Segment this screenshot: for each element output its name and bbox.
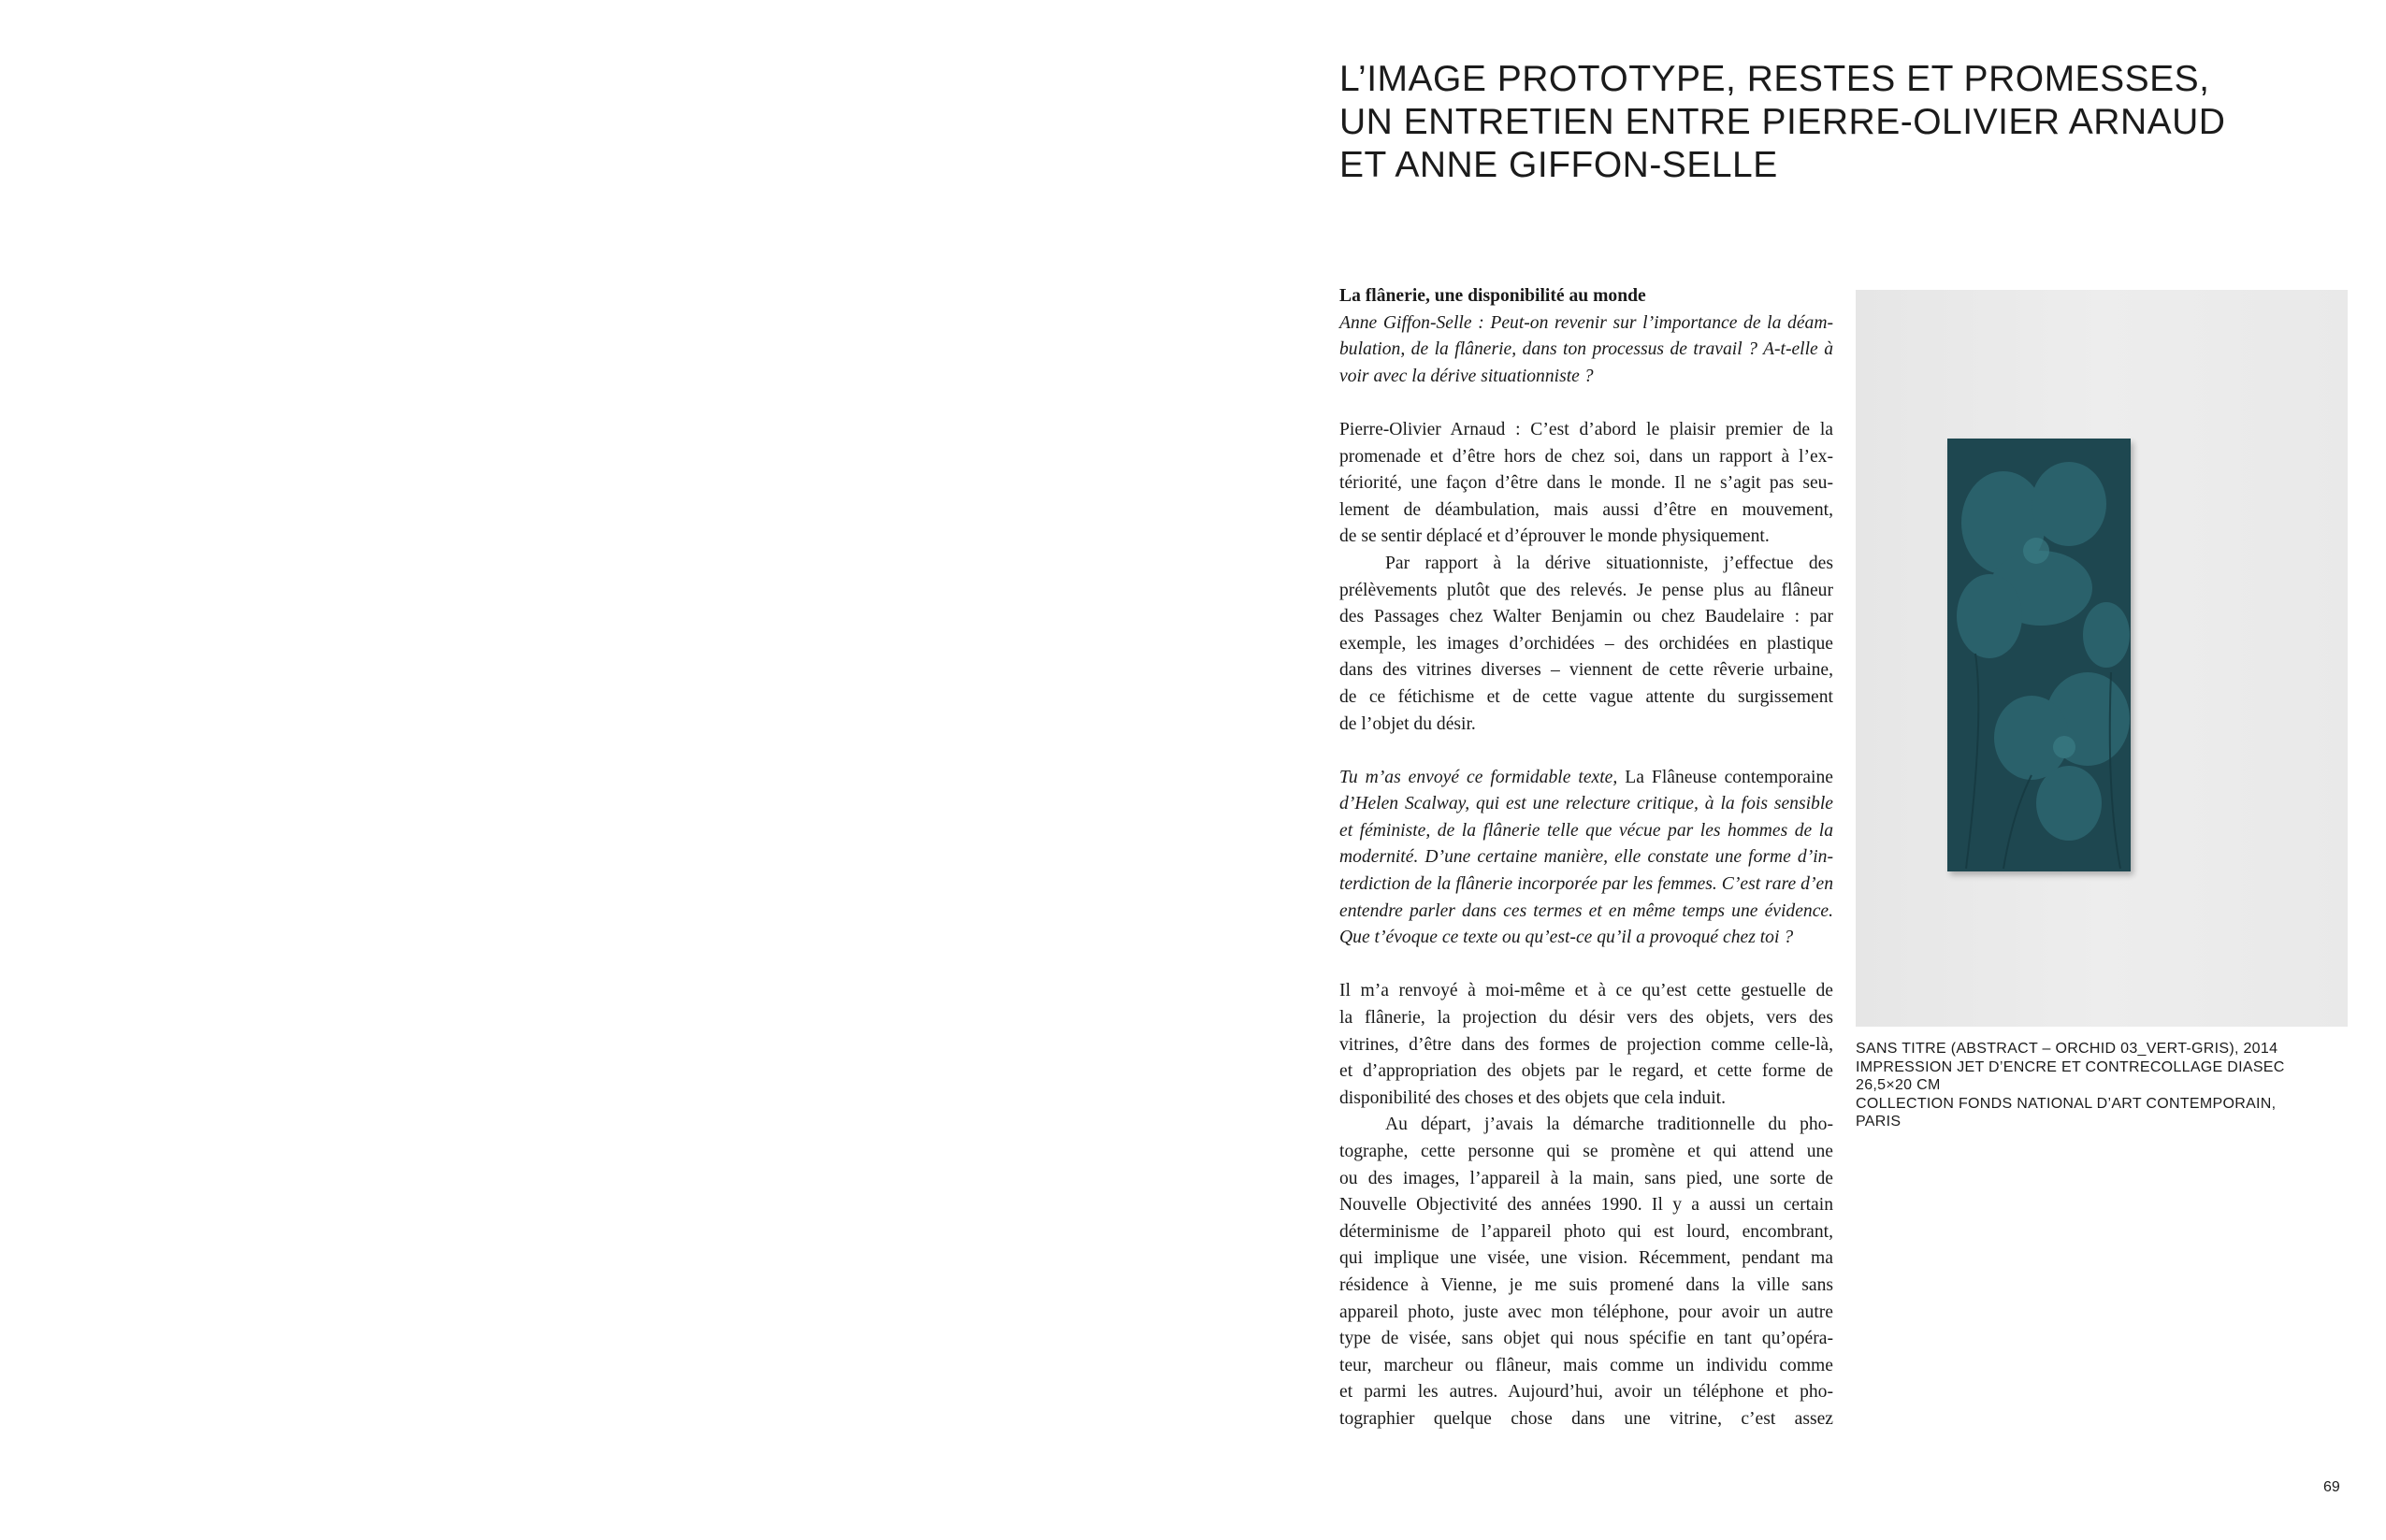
article-body bbox=[1339, 283, 1833, 1433]
text-line: tographe, cette personne qui se promène et qui attend une bbox=[1339, 1142, 1833, 1161]
orchid-artwork-image bbox=[1947, 439, 2131, 871]
text-line: d’Helen Scalway, qui est une relecture critique, à la fois sensible bbox=[1339, 794, 1833, 814]
text-line: Que t’évoque ce texte ou qu’est-ce qu’il a provoqué chez toi ? bbox=[1339, 928, 1794, 948]
text-line: exemple, les images d’orchidées – des orchidées en plastique bbox=[1339, 633, 1833, 654]
book-title: La Flâneuse contemporaine bbox=[1625, 767, 1833, 787]
text-line: et d’appropriation des objets par le regard, et cette forme de bbox=[1339, 1061, 1833, 1082]
text-line: résidence à Vienne, je me suis promené dans la ville sans bbox=[1339, 1274, 1833, 1295]
text-line: La flânerie, une disponibilité au monde bbox=[1339, 286, 1646, 306]
text-line: Pierre-Olivier Arnaud : C’est d’abord le plaisir premier de la bbox=[1339, 419, 1833, 439]
text-line: terdiction de la flânerie incorporée par les femmes. C’est rare d’en bbox=[1339, 874, 1833, 895]
text-line: Il m’a renvoyé à moi-même et à ce qu’est cette gestuelle de bbox=[1339, 981, 1833, 1001]
paragraph bbox=[1339, 417, 1833, 551]
text-line: Au départ, j’avais la démarche traditionnelle du pho- bbox=[1385, 1115, 1833, 1135]
text-line: disponibilité des choses et des objets que cela induit. bbox=[1339, 1087, 1727, 1108]
paragraph bbox=[1339, 1112, 1833, 1432]
text-line: des Passages chez Walter Benjamin ou chez Baudelaire : par bbox=[1339, 607, 1833, 627]
text-line: promenade et d’être hors de chez soi, dans un rapport à l’ex- bbox=[1339, 446, 1833, 467]
page-number: 69 bbox=[2323, 1479, 2340, 1495]
paragraph bbox=[1339, 765, 1833, 952]
text-line: la flânerie, la projection du désir vers des objets, vers des bbox=[1339, 1008, 1833, 1029]
caption-line: COLLECTION FONDS NATIONAL D’ART CONTEMPORAIN, bbox=[1856, 1095, 2277, 1112]
caption-line: PARIS bbox=[1856, 1114, 1902, 1130]
text-line: lement de déambulation, mais aussi d’être en mouvement, bbox=[1339, 499, 1833, 520]
text-line: et parmi les autres. Aujourd’hui, avoir un téléphone et pho- bbox=[1339, 1382, 1833, 1403]
text-line: vitrines, d’être dans des formes de projection comme celle-là, bbox=[1339, 1034, 1833, 1055]
artwork-photo bbox=[1856, 290, 2348, 1027]
italic-text: Tu m’as envoyé ce formidable texte, bbox=[1339, 767, 1626, 787]
title-line: UN ENTRETIEN ENTRE PIERRE-OLIVIER ARNAUD bbox=[1339, 102, 2226, 142]
text-line bbox=[1339, 765, 1833, 792]
text-line: appareil photo, juste avec mon téléphone, pour avoir un autre bbox=[1339, 1302, 1833, 1322]
caption-line: IMPRESSION JET D’ENCRE ET CONTRECOLLAGE DIASEC bbox=[1856, 1058, 2285, 1075]
section-heading bbox=[1339, 283, 1833, 310]
text-line: de se sentir déplacé et d’éprouver le monde physiquement. bbox=[1339, 526, 1770, 547]
caption-line: SANS TITRE (ABSTRACT – ORCHID 03_VERT-GRIS), 2014 bbox=[1856, 1041, 2278, 1057]
caption-line: 26,5×20 CM bbox=[1856, 1077, 1941, 1093]
text-line: prélèvements plutôt que des relevés. Je pense plus au flâneur bbox=[1339, 580, 1833, 600]
text-line: dans des vitrines diverses – viennent de cette rêverie urbaine, bbox=[1339, 660, 1833, 681]
text-line: type de visée, sans objet qui nous spécifie en tant qu’opéra- bbox=[1339, 1329, 1833, 1349]
text-line: Par rapport à la dérive situationniste, j’effectue des bbox=[1385, 553, 1833, 573]
text-line: Anne Giffon-Selle : Peut-on revenir sur l’importance de la déam- bbox=[1339, 312, 1833, 333]
text-line: qui implique une visée, une vision. Récemment, pendant ma bbox=[1339, 1248, 1833, 1269]
text-line: bulation, de la flânerie, dans ton processus de travail ? A-t-elle à bbox=[1339, 339, 1833, 360]
article-title bbox=[1339, 58, 2331, 187]
title-line: L’IMAGE PROTOTYPE, RESTES ET PROMESSES, bbox=[1339, 59, 2210, 99]
text-line: tographier quelque chose dans une vitrine, c’est assez bbox=[1339, 1408, 1833, 1429]
paragraph bbox=[1339, 310, 1833, 391]
text-line: et féministe, de la flânerie telle que vécue par les hommes de la bbox=[1339, 820, 1833, 841]
text-line: entendre parler dans ces termes et en même temps une évidence. bbox=[1339, 900, 1833, 921]
paragraph bbox=[1339, 978, 1833, 1112]
paragraph-gap bbox=[1339, 390, 1833, 417]
text-line: teur, marcheur ou flâneur, mais comme un individu comme bbox=[1339, 1355, 1833, 1375]
text-line: voir avec la dérive situationniste ? bbox=[1339, 366, 1594, 386]
text-line: tériorité, une façon d’être dans le monde. Il ne s’agit pas seu- bbox=[1339, 473, 1833, 494]
text-line: ou des images, l’appareil à la main, sans pied, une sorte de bbox=[1339, 1168, 1833, 1188]
text-line: Nouvelle Objectivité des années 1990. Il y a aussi un certain bbox=[1339, 1195, 1833, 1216]
text-line: de ce fétichisme et de cette vague attente du surgissement bbox=[1339, 686, 1833, 707]
paragraph-gap bbox=[1339, 738, 1833, 765]
figure-caption bbox=[1856, 1040, 2285, 1131]
text-line: modernité. D’une certaine manière, elle constate une forme d’in- bbox=[1339, 847, 1833, 868]
paragraph-gap bbox=[1339, 952, 1833, 979]
text-line: de l’objet du désir. bbox=[1339, 713, 1476, 734]
text-line: déterminisme de l’appareil photo qui est lourd, encombrant, bbox=[1339, 1221, 1833, 1242]
paragraph bbox=[1339, 551, 1833, 738]
title-line: ET ANNE GIFFON-SELLE bbox=[1339, 145, 1778, 185]
